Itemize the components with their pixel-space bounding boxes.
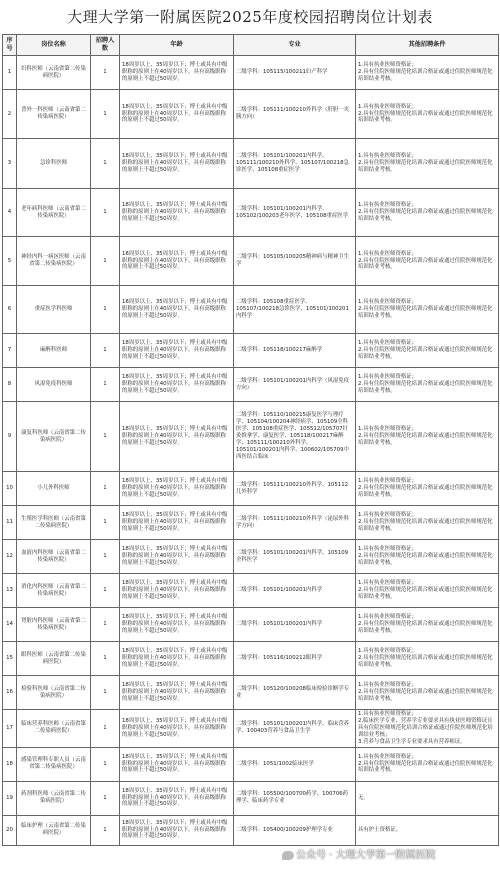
cell-major: 二级学科：105101/100201内科学、临床营养学、100403营养与食品卫生学 [234, 710, 356, 748]
cell-major: 二级学科：105111/100210外科学（肝胆一夹胰方向） [234, 90, 356, 139]
cell-age: 18周岁以上、35周岁以下；博士或具有中级职称的原则上在40周岁以下，具有高级职称的原则上不超过50周岁。 [120, 56, 234, 90]
cell-age: 18周岁以上、35周岁以下；博士或具有中级职称的原则上在40周岁以下，具有高级职称的原则上不超过50周岁。 [120, 402, 234, 472]
cell-pos: 药剂科医师（云南省第二传染病医院） [17, 781, 91, 815]
cell-pos: 普外一科医师（云南省第二传染病医院） [17, 90, 91, 139]
cell-major: 二级学科：105105/100205精神病与精神卫生学 [234, 237, 356, 286]
cell-other: 具有护士资格证。 [356, 815, 499, 845]
recruitment-table [2, 34, 499, 846]
table-row [3, 710, 499, 748]
header-count: 招聘人数 [91, 35, 120, 56]
cell-no: 10 [3, 472, 17, 506]
cell-num: 1 [91, 506, 120, 540]
cell-no: 6 [3, 286, 17, 334]
cell-age: 18周岁以上、35周岁以下；博士或具有中级职称的原则上在40周岁以下，具有高级职称的原则上不超过50周岁。 [120, 237, 234, 286]
cell-major: 二级学科：105101/100201内科学、105109全科医学 [234, 540, 356, 574]
cell-major: 二级学科：105108重症医学、105107/100218急诊医学、105101/100201内科学 [234, 286, 356, 334]
cell-no: 9 [3, 402, 17, 472]
cell-major: 二级学科：105120/100208临床检验诊断学专业 [234, 676, 356, 710]
cell-pos: 康复科医师（云南省第二传染病医院） [17, 402, 91, 472]
cell-no: 4 [3, 189, 17, 237]
cell-other: 无。 [356, 781, 499, 815]
cell-pos: 肾脏内科医师（云南省第二传染病医院） [17, 608, 91, 642]
cell-age: 18周岁以上、35周岁以下；博士或具有中级职称的原则上在40周岁以下，具有高级职称的原则上不超过50周岁。 [120, 815, 234, 845]
cell-pos: 血液内科医师（云南省第二传染病医院） [17, 540, 91, 574]
cell-other: 1.具有执业医师资格证； 2.具有住院医师规范化培训合格证或通过住院医师规范化培训结业考核。 [356, 189, 499, 237]
cell-major: 二级学科：105101/100201内科学、105102/100203老年医学、105108重症医学 [234, 189, 356, 237]
cell-pos: 重症医学科医师 [17, 286, 91, 334]
cell-major: 二级学科：105115/100211妇产科学 [234, 56, 356, 90]
cell-num: 1 [91, 815, 120, 845]
cell-no: 15 [3, 642, 17, 676]
cell-other: 1.具有执业医师资格证； 2.具有住院医师规范化培训合格证或通过住院医师规范化培训结业考核。 [356, 402, 499, 472]
cell-other: 1.具有执业医师资格证； 2.临床医学专业、营养学专业要求具有执业医师资格证且具有住院医师规范化培训合格证或通过住院医师规范化培训结业考核； 3.营养与食品卫生学专业要求具有营养师证。 [356, 710, 499, 748]
table-row [3, 676, 499, 710]
cell-other: 1.具有执业医师资格证； 2.具有住院医师规范化培训合格证或通过住院医师规范化培训结业考核。 [356, 139, 499, 189]
cell-no: 14 [3, 608, 17, 642]
cell-other: 1.具有执业医师资格证； 2.具有住院医师规范化培训合格证或通过住院医师规范化培训结业考核。 [356, 368, 499, 402]
header-major: 专业 [234, 35, 356, 56]
table-row [3, 574, 499, 608]
cell-num: 1 [91, 472, 120, 506]
cell-major: 二级学科：105101/100201内科学 [234, 574, 356, 608]
cell-age: 18周岁以上、35周岁以下；博士或具有中级职称的原则上在40周岁以下，具有高级职称的原则上不超过50周岁。 [120, 506, 234, 540]
cell-age: 18周岁以上、35周岁以下；博士或具有中级职称的原则上在40周岁以下，具有高级职称的原则上不超过50周岁。 [120, 540, 234, 574]
table-body [3, 56, 499, 846]
cell-age: 18周岁以上、35周岁以下；博士或具有中级职称的原则上在40周岁以下，具有高级职称的原则上不超过50周岁。 [120, 286, 234, 334]
cell-age: 18周岁以上、35周岁以下；博士或具有中级职称的原则上在40周岁以下，具有高级职称的原则上不超过50周岁。 [120, 608, 234, 642]
cell-major: 二级学科：105101/100201内科学（风湿免疫方向） [234, 368, 356, 402]
table-row [3, 90, 499, 139]
cell-age: 18周岁以上、35周岁以下；博士或具有中级职称的原则上在40周岁以下，具有高级职称的原则上不超过50周岁。 [120, 90, 234, 139]
cell-other: 1.具有执业医师资格证； 2.具有住院医师规范化培训合格证或通过住院医师规范化培训结业考核。 [356, 642, 499, 676]
cell-age: 18周岁以上、35周岁以下；博士或具有中级职称的原则上在40周岁以下，具有高级职称的原则上不超过50周岁。 [120, 574, 234, 608]
table-row [3, 189, 499, 237]
cell-age: 18周岁以上、35周岁以下；博士或具有中级职称的原则上在40周岁以下，具有高级职称的原则上不超过50周岁。 [120, 334, 234, 368]
cell-other: 1.具有执业医师资格证； 2.具有住院医师规范化培训合格证或通过住院医师规范化培训结业考核。 [356, 237, 499, 286]
table-row [3, 368, 499, 402]
cell-num: 1 [91, 237, 120, 286]
cell-major: 二级学科：105111/100210外科学（泌尿外科学方向） [234, 506, 356, 540]
cell-other: 1.具有执业医师资格证； 2.具有住院医师规范化培训合格证或通过住院医师规范化培训结业考核。 [356, 56, 499, 90]
cell-other: 1.具有执业医师资格证； 2.具有住院医师规范化培训合格证或通过住院医师规范化培训结业考核。 [356, 574, 499, 608]
cell-no: 5 [3, 237, 17, 286]
cell-age: 18周岁以上、35周岁以下；博士或具有中级职称的原则上在40周岁以下，具有高级职称的原则上不超过50周岁。 [120, 472, 234, 506]
table-header [3, 35, 499, 56]
cell-major: 二级学科：105101/100201内科学、105111/100210外科学、105107/100218急诊医学、105108重症医学 [234, 139, 356, 189]
cell-pos: 妇科医师（云南省第二传染病医院） [17, 56, 91, 90]
cell-other: 1.具有执业医师资格证； 2.具有住院医师规范化培训合格证或通过住院医师规范化培训结业考核。 [356, 506, 499, 540]
table-row [3, 472, 499, 506]
table-row [3, 747, 499, 781]
cell-age: 18周岁以上、35周岁以下；博士或具有中级职称的原则上在40周岁以下，具有高级职称的原则上不超过50周岁。 [120, 781, 234, 815]
cell-num: 1 [91, 189, 120, 237]
cell-no: 8 [3, 368, 17, 402]
cell-other: 1.具有执业医师资格证； 2.具有住院医师规范化培训合格证或通过住院医师规范化培训结业考核。 [356, 608, 499, 642]
cell-major: 二级学科：1051/1002临床医学 [234, 747, 356, 781]
cell-num: 1 [91, 608, 120, 642]
cell-num: 1 [91, 710, 120, 748]
cell-num: 1 [91, 90, 120, 139]
cell-other: 1.具有执业医师资格证； 2.具有住院医师规范化培训合格证或通过住院医师规范化培训结业考核。 [356, 90, 499, 139]
table-row [3, 815, 499, 845]
cell-pos: 感染管理科专职人员（云南省第二传染病医院） [17, 747, 91, 781]
table-row [3, 237, 499, 286]
cell-num: 1 [91, 574, 120, 608]
cell-age: 18周岁以上、35周岁以下；博士或具有中级职称的原则上在40周岁以下，具有高级职称的原则上不超过50周岁。 [120, 189, 234, 237]
cell-num: 1 [91, 56, 120, 90]
cell-age: 18周岁以上、35周岁以下；博士或具有中级职称的原则上在40周岁以下，具有高级职称的原则上不超过50周岁。 [120, 747, 234, 781]
cell-no: 2 [3, 90, 17, 139]
cell-num: 1 [91, 402, 120, 472]
table-row [3, 286, 499, 334]
cell-other: 1.具有执业医师资格证； 2.具有住院医师规范化培训合格证或通过住院医师规范化培训结业考核。 [356, 286, 499, 334]
header-other: 其他招聘条件 [356, 35, 499, 56]
cell-num: 1 [91, 781, 120, 815]
table-row [3, 608, 499, 642]
header-no: 序号 [3, 35, 17, 56]
cell-age: 18周岁以上、35周岁以下；博士或具有中级职称的原则上在40周岁以下，具有高级职称的原则上不超过50周岁。 [120, 642, 234, 676]
cell-num: 1 [91, 747, 120, 781]
cell-num: 1 [91, 334, 120, 368]
watermark [282, 846, 436, 861]
cell-pos: 眼科医师（云南省第二传染病医院） [17, 642, 91, 676]
cell-other: 1.具有执业医师资格证； 2.具有住院医师规范化培训合格证或通过住院医师规范化培训结业考核。 [356, 334, 499, 368]
cell-pos: 生殖医学科医师（云南省第二传染病医院） [17, 506, 91, 540]
cell-num: 1 [91, 540, 120, 574]
table-row [3, 506, 499, 540]
cell-no: 1 [3, 56, 17, 90]
cell-other: 1.具有执业医师资格证； 2.具有住院医师规范化培训合格证或通过住院医师规范化培训结业考核。 [356, 540, 499, 574]
cell-no: 18 [3, 747, 17, 781]
cell-pos: 老年病科医师（云南省第二传染病医院） [17, 189, 91, 237]
cell-pos: 临床护理（云南省第二传染病医院） [17, 815, 91, 845]
table-row [3, 781, 499, 815]
cell-major: 二级学科：105400/100209护理学专业 [234, 815, 356, 845]
table-row [3, 139, 499, 189]
cell-pos: 急诊科医师 [17, 139, 91, 189]
cell-age: 18周岁以上、35周岁以下；博士或具有中级职称的原则上在40周岁以下，具有高级职称的原则上不超过50周岁。 [120, 676, 234, 710]
page-title: 大理大学第一附属医院2025年度校园招聘岗位计划表 [67, 8, 433, 26]
cell-age: 18周岁以上、35周岁以下；博士或具有中级职称的原则上在40周岁以下，具有高级职称的原则上不超过50周岁。 [120, 710, 234, 748]
cell-num: 1 [91, 139, 120, 189]
table-row [3, 56, 499, 90]
cell-pos: 检验科医师（云南省第二传染病医院） [17, 676, 91, 710]
wechat-icon [282, 851, 294, 860]
cell-age: 18周岁以上、35周岁以下；博士或具有中级职称的原则上在40周岁以下，具有高级职称的原则上不超过50周岁。 [120, 139, 234, 189]
table-row [3, 642, 499, 676]
cell-major: 二级学科：105116/100212眼科学 [234, 642, 356, 676]
cell-pos: 小儿外科医师 [17, 472, 91, 506]
cell-num: 1 [91, 642, 120, 676]
cell-no: 3 [3, 139, 17, 189]
cell-no: 7 [3, 334, 17, 368]
cell-no: 17 [3, 710, 17, 748]
cell-major: 二级学科：105111/100210外科学、105112儿外科学 [234, 472, 356, 506]
cell-num: 1 [91, 286, 120, 334]
cell-pos: 麻醉科医师 [17, 334, 91, 368]
table-row [3, 402, 499, 472]
cell-major: 二级学科：105110/100215康复医学与理疗学、105104/100204神经病学、105109全科医学、105108重症医学、105512/105707针灸推拿学、康复医学、105118/100217麻醉学、105111/100210外科学、105101/100201内科学、100602/105709中西医结合临床 [234, 402, 356, 472]
cell-pos: 神经内科一病区医师（云南省第二传染病医院） [17, 237, 91, 286]
cell-no: 16 [3, 676, 17, 710]
cell-num: 1 [91, 676, 120, 710]
cell-major: 二级学科：105500/100700药学、100706药理学、临床药学专业 [234, 781, 356, 815]
header-position: 岗位名称 [17, 35, 91, 56]
cell-no: 20 [3, 815, 17, 845]
cell-age: 18周岁以上、35周岁以下；博士或具有中级职称的原则上在40周岁以下，具有高级职称的原则上不超过50周岁。 [120, 368, 234, 402]
cell-other: 1.具有执业医师资格证； 2.具有住院医师规范化培训合格证或通过住院医师规范化培训结业考核。 [356, 676, 499, 710]
cell-other: 1.具有执业医师资格证； 2.具有住院医师规范化培训合格证或通过住院医师规范化培训结业考核。 [356, 472, 499, 506]
cell-major: 二级学科：105118/100217麻醉学 [234, 334, 356, 368]
cell-pos: 临床营养科医师（云南省第二传染病医院） [17, 710, 91, 748]
cell-num: 1 [91, 368, 120, 402]
cell-other: 1.具有执业医师资格证； 2.具有住院医师规范化培训合格证或通过住院医师规范化培训结业考核。 [356, 747, 499, 781]
header-age: 年龄 [120, 35, 234, 56]
cell-no: 11 [3, 506, 17, 540]
watermark-text: 公众号 · 大理大学第一附属医院 [296, 850, 436, 861]
cell-no: 12 [3, 540, 17, 574]
table-row [3, 540, 499, 574]
cell-pos: 消化内科医师（云南省第二传染病医院） [17, 574, 91, 608]
cell-pos: 风湿免疫科医师 [17, 368, 91, 402]
cell-no: 19 [3, 781, 17, 815]
table-row [3, 334, 499, 368]
cell-no: 13 [3, 574, 17, 608]
cell-major: 二级学科：105101/100201内科学 [234, 608, 356, 642]
